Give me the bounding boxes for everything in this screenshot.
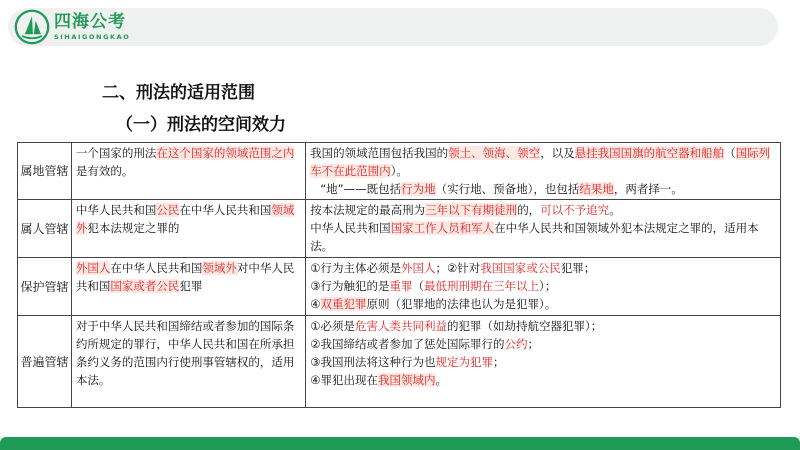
text-run: ；②针对 [435,261,481,275]
text-run: ②我国缔结或者参加了惩处国际罪行的 [310,337,505,351]
text-run: 我国的领域范围包括我国的 [310,146,449,160]
jurisdiction-notes [306,316,781,408]
highlight-text: 公约 [504,337,528,351]
highlight-text: 国际列车不在此范围内 [310,146,771,178]
highlight-text: 外国人 [401,261,436,275]
highlight-text: 三年以下有期徒刑 [425,203,518,217]
slide-title: 二、刑法的适用范围 [102,83,255,103]
text-run: 犯本法规定之罪的 [87,221,180,235]
text-run: 的犯罪（如劫持航空器犯罪）； [447,319,603,333]
text-run: ，以及 [540,146,575,160]
highlight-text: 在这个国家的领域范围之内 [156,146,295,160]
highlight-text: 悬挂我国国旗的航空器和船舶 [574,146,725,160]
note-line [310,317,776,335]
note-line [310,371,776,389]
text-run: 对于中华人民共和国缔结或者参加的国际条约所规定的罪行，中华人民共和国在所承担条约义务的范围内行使刑事管辖权的，适用本法。 [75,319,295,387]
text-run: ④罪犯出现在 [310,373,378,387]
table-row [18,143,781,200]
highlight-text: 可以不予追究 [540,203,610,217]
text-run: 中华人民共和国 [75,203,157,217]
text-run: 是有效的。 [75,164,134,178]
text-run: 在中华人民共和国 [179,203,272,217]
text-run: 一个国家的刑法 [75,146,157,160]
text-run: 在中华人民共和国领域外犯本法规定之罪的，适用本法。 [310,221,759,253]
jurisdiction-name: 保护管辖 [18,258,72,316]
footer-bar [0,437,800,450]
text-run: ； [527,337,539,351]
jurisdiction-definition [71,258,305,316]
highlight-text: 领域外 [75,203,295,235]
jurisdiction-name: 普遍管辖 [18,316,72,408]
brand-name-en: SIHAIGONGKAO [54,32,131,41]
highlight-text: 公民 [156,203,180,217]
highlight-text: 外国人 [75,261,111,275]
note-line [310,295,776,313]
jurisdiction-table-body [18,143,781,408]
highlight-text: 结果地 [579,182,614,196]
table-row [18,316,781,408]
highlight-text: 领土、领海、领空 [448,146,541,160]
text-run: ③我国刑法将这种行为也 [310,355,436,369]
text-run: ①行为主体必须是 [310,261,401,275]
jurisdiction-notes [306,258,781,316]
text-run: （ [724,146,736,160]
highlight-text: 领域外 [202,261,237,275]
text-run: 中华人民共和国 [310,221,391,235]
jurisdiction-definition [71,143,305,200]
jurisdiction-definition [71,316,305,408]
slide-subtitle: （一）刑法的空间效力 [116,115,286,135]
highlight-text: 我国国家或公民 [480,261,561,275]
text-run: 原则（犯罪地的法律也认为是犯罪）。 [366,297,557,311]
highlight-text: 国家或者公民 [110,279,180,293]
text-run: ④ [310,297,321,311]
text-run: ）； [539,279,557,293]
jurisdiction-name: 属地管辖 [18,143,72,200]
highlight-text: 国家工作人员和军人 [390,221,495,235]
sailboat-logo-icon [14,9,50,45]
highlight-text: 双重犯罪 [320,297,367,311]
text-run: （ [412,279,424,293]
text-run: 。 [435,373,447,387]
highlight-text: 危害人类共同利益 [355,319,447,333]
note-line [310,144,776,180]
text-run: 在中华人民共和国 [110,261,203,275]
text-run: （实行地、预备地），也包括 [435,182,580,196]
text-run: ③行为触犯的是 [310,279,390,293]
note-line [310,219,776,255]
text-run: 的， [517,203,541,217]
note-line [310,201,776,219]
highlight-text: 规定为犯罪 [435,355,493,369]
jurisdiction-definition [71,200,305,258]
highlight-text: 我国领域内 [378,373,436,387]
note-line [310,259,776,277]
text-run: ）。 [390,164,408,178]
highlight-text: 行为地 [401,182,436,196]
highlight-text: 重罪 [389,279,413,293]
table-row [18,200,781,258]
note-line [310,335,776,353]
text-run: ①必须是 [310,319,355,333]
table-row [18,258,781,316]
brand-name-cn: 四海公考 [54,11,126,32]
text-run: 犯罪； [560,261,596,275]
text-run: ； [493,355,505,369]
brand-logo [14,8,130,46]
note-line [310,353,776,371]
text-run: “地”——既包括 [320,182,402,196]
text-run: 。 [609,203,621,217]
note-line [310,180,776,198]
jurisdiction-name: 属人管辖 [18,200,72,258]
jurisdiction-notes [306,200,781,258]
jurisdiction-table [17,142,781,408]
text-run: ，两者择一。 [613,182,683,196]
text-run: 对中华人民共和国 [75,261,295,293]
note-line [310,277,776,295]
text-run: 犯罪 [179,279,203,293]
jurisdiction-notes [306,143,781,200]
highlight-text: 最低刑刑期在三年以上 [424,279,539,293]
text-run: 按本法规定的最高刑为 [310,203,426,217]
